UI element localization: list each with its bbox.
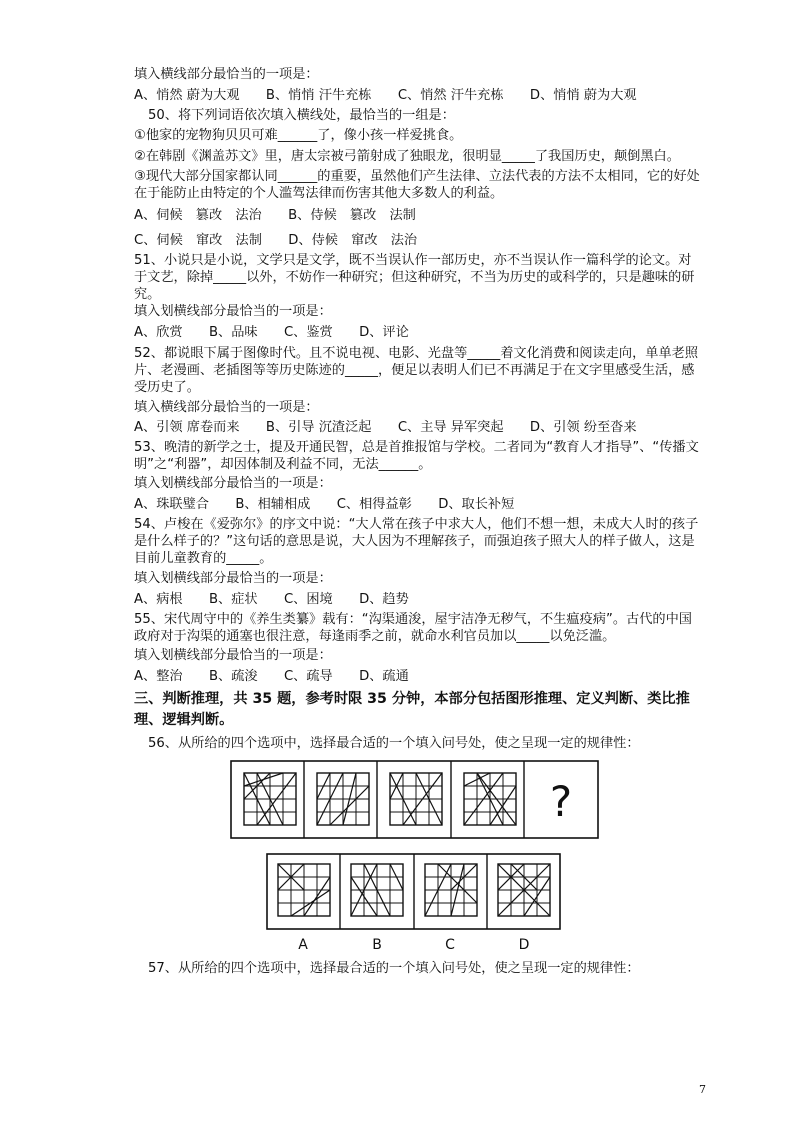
options-55: A、整治 B、疏浚 C、疏导 D、疏通 — [134, 669, 409, 684]
options-51: A、欣赏 B、品味 C、鉴赏 D、评论 — [134, 325, 409, 340]
option-figure-c — [425, 864, 477, 916]
sentence-50-2: ②在韩剧《渊盖苏文》里，唐太宗被弓箭射成了独眼龙，很明显_____了我国历史，颠倒黑白。 — [134, 149, 680, 164]
sentence-50-3: ③现代大部分国家都认同______的重要，虽然他们产生法律、立法代表的方法不太相同，它的好处在于能防止由特定的个人滥驾法律而伤害其他大多数人的利益。 — [134, 169, 700, 201]
prompt-52: 填入横线部分最恰当的一项是： — [134, 400, 319, 415]
prompt-53: 填入划横线部分最恰当的一项是： — [134, 476, 332, 491]
question-51: 51、小说只是小说，文学只是文学，既不当误认作一部历史，亦不当误认作一篇科学的论文。对于文艺，除掉_____以外，不妨作一种研究；但这种研究，不当为历史的或科学的，只是趣味的研究。 — [134, 253, 695, 302]
option-label-b: B — [372, 937, 382, 953]
prompt-49: 填入横线部分最恰当的一项是： — [134, 67, 319, 82]
question-53: 53、晚清的新学之士，提及开通民智，总是首推报馆与学校。二者同为“教育人才指导”、“传播文明”之“利器”，却因体制及利益不同，无法______。 — [134, 440, 699, 472]
question-56: 56、从所给的四个选项中，选择最合适的一个填入问号处，使之呈现一定的规律性： — [148, 736, 640, 751]
question-figure-2 — [317, 773, 369, 825]
option-label-d: D — [518, 937, 530, 953]
question-figure-1 — [244, 773, 296, 825]
options-50-row2: C、伺候 窜改 法制 D、侍候 窜改 法治 — [134, 233, 418, 248]
question-mark: ? — [549, 777, 573, 826]
option-figure-b — [351, 864, 403, 916]
page-number: 7 — [699, 1083, 706, 1096]
option-label-a: A — [298, 937, 308, 953]
prompt-51: 填入划横线部分最恰当的一项是： — [134, 304, 332, 319]
question-figure-3 — [390, 773, 442, 825]
options-strip — [267, 854, 560, 953]
sentence-50-1: ①他家的宠物狗贝贝可难______了，像小孩一样爱挑食。 — [134, 128, 463, 143]
section-heading: 三、判断推理，共 35 题，参考时限 35 分钟，本部分包括图形推理、定义判断、类比推理、逻辑判断。 — [134, 691, 690, 728]
question-strip — [231, 761, 598, 838]
prompt-55: 填入划横线部分最恰当的一项是： — [134, 648, 332, 663]
question-54: 54、卢梭在《爱弥尔》的序文中说：“大人常在孩子中求大人，他们不想一想，未成大人时的孩子是什么样子的？”这句话的意思是说，大人因为不理解孩子，而强迫孩子照大人的样子做人，这是目前儿童教育的_____。 — [134, 517, 699, 566]
question-figure-4 — [464, 773, 516, 825]
options-54: A、病根 B、症状 C、困境 D、趋势 — [134, 592, 409, 607]
options-49: A、悄然 蔚为大观 B、悄悄 汗牛充栋 C、悄然 汗牛充栋 D、悄悄 蔚为大观 — [134, 88, 637, 103]
question-55: 55、宋代周守中的《养生类纂》载有：“沟渠通浚，屋宇洁净无秽气，不生瘟疫病”。古代的中国政府对于沟渠的通塞也很注意，每逢雨季之前，就命水利官员加以_____以免泛滥。 — [134, 612, 692, 644]
option-figure-d — [498, 864, 550, 916]
option-label-c: C — [445, 937, 455, 953]
prompt-54: 填入划横线部分最恰当的一项是： — [134, 571, 332, 586]
question-52: 52、都说眼下属于图像时代。且不说电视、电影、光盘等_____着文化消费和阅读走向，单单老照片、老漫画、老插图等等历史陈迹的_____，便足以表明人们已不再满足于在文字里感受生活，感受历史了。 — [134, 346, 699, 395]
option-figure-a — [278, 864, 330, 916]
options-53: A、珠联璧合 B、相辅相成 C、相得益彰 D、取长补短 — [134, 497, 515, 512]
options-50-row1: A、伺候 篡改 法治 B、侍候 篡改 法制 — [134, 208, 416, 223]
question-50: 50、将下列词语依次填入横线处，最恰当的一组是： — [148, 108, 455, 123]
question-57: 57、从所给的四个选项中，选择最合适的一个填入问号处，使之呈现一定的规律性： — [148, 961, 640, 976]
options-52: A、引领 席卷而来 B、引导 沉渣泛起 C、主导 异军突起 D、引领 纷至沓来 — [134, 420, 637, 435]
